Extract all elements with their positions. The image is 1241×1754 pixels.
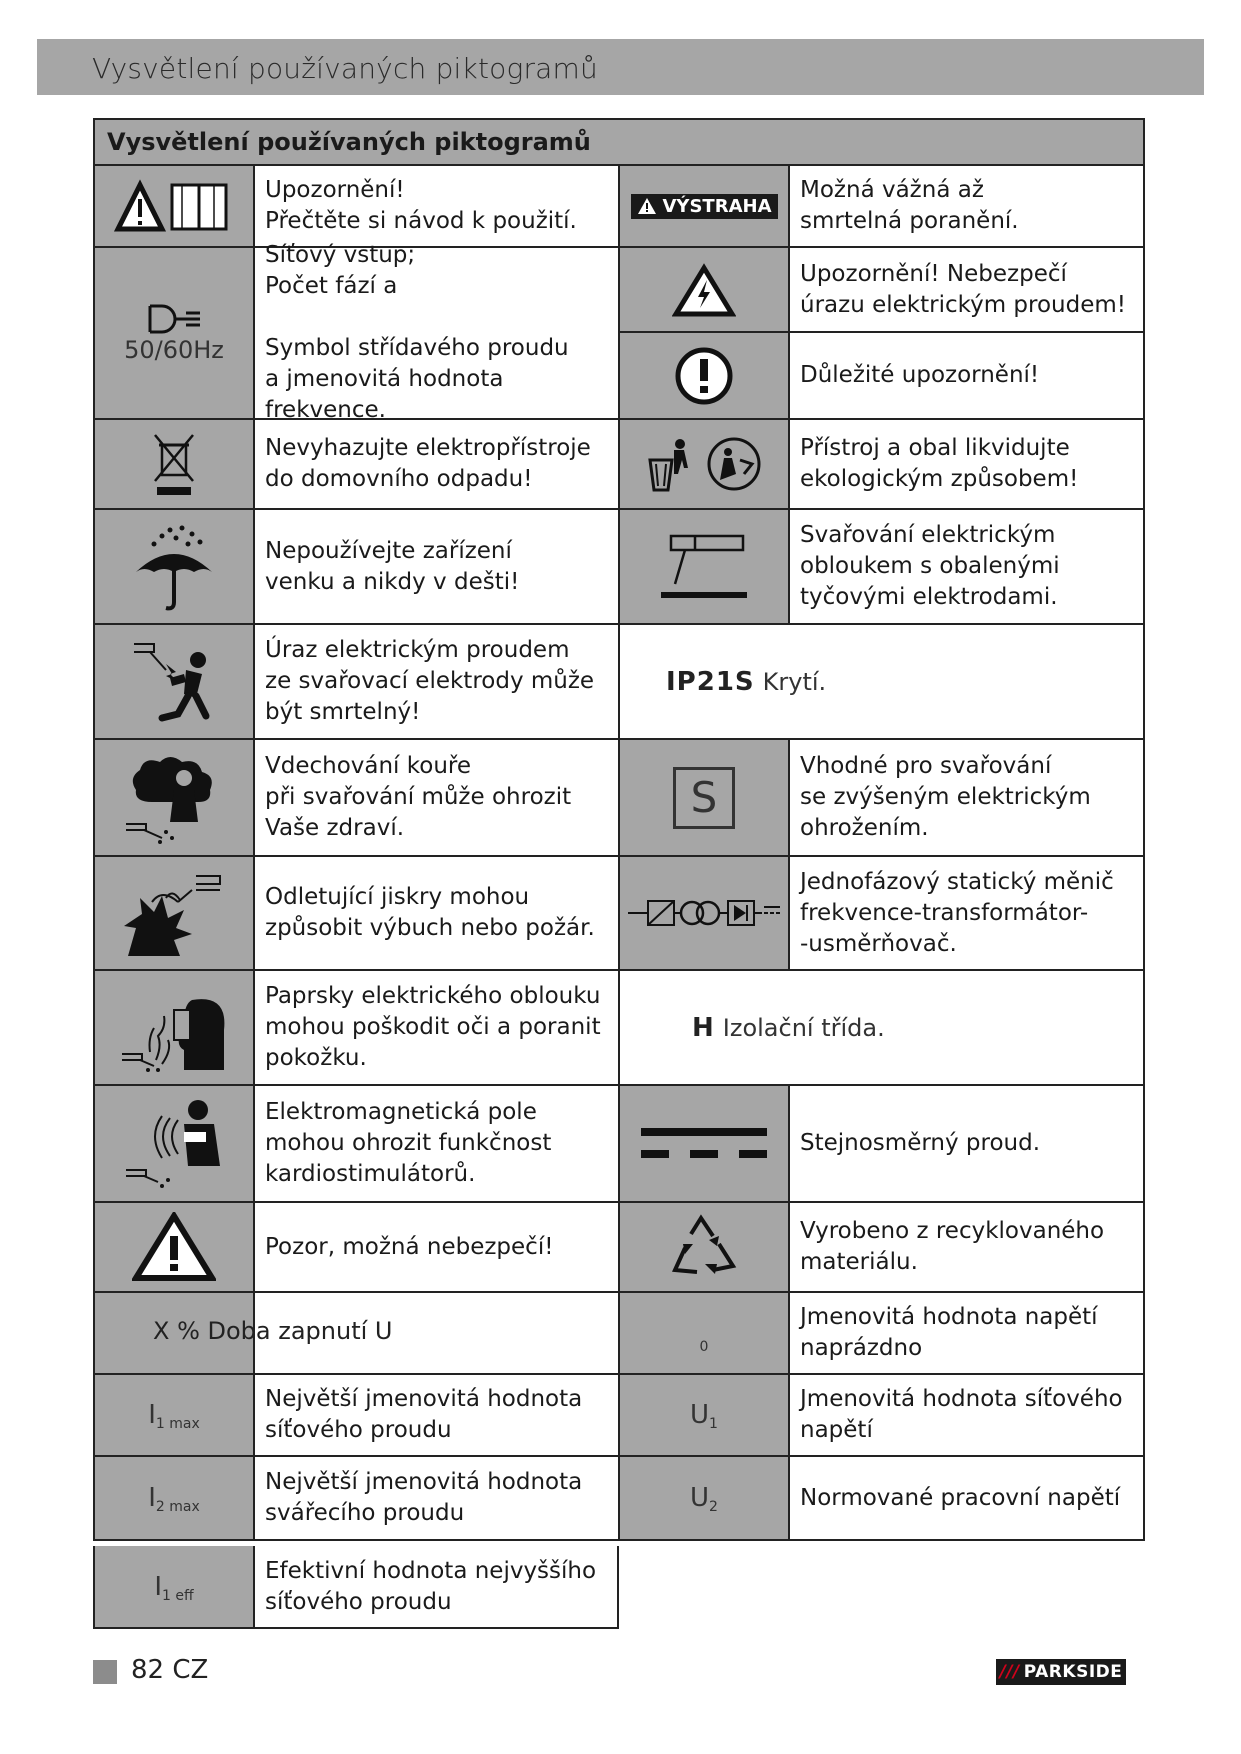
fumes-icon <box>95 740 255 855</box>
s-symbol-icon <box>620 740 790 855</box>
pictogram-description: Svařování elektrickým obloukem s obalenými tyčovými elektrodami. <box>800 522 1060 610</box>
table-row <box>95 1203 1143 1293</box>
pictogram-description: Vhodné pro svařování se zvýšeným elektrickým ohrožením. <box>800 753 1091 841</box>
ip-code: IP21S <box>666 666 755 697</box>
symbol-subscript: 1 <box>709 1416 718 1432</box>
table-row <box>95 740 1143 857</box>
no-load-voltage-symbol <box>620 1293 790 1373</box>
symbol-letter: I <box>148 1400 156 1430</box>
pictogram-description: Přístroj a obal likvidujte ekologickým způsobem! <box>800 435 1079 492</box>
table-title: Vysvětlení používaných piktogramů <box>95 120 1143 166</box>
pictogram-description: Normované pracovní napětí <box>800 1484 1121 1511</box>
table-row <box>95 242 1143 423</box>
vystraha-label: VÝSTRAHA <box>662 195 772 217</box>
pictogram-description: Vyrobeno z recyklovaného materiálu. <box>800 1218 1105 1275</box>
pictogram-description: Paprsky elektrického oblouku mohou poškodit oči a poranit pokožku. <box>265 983 601 1071</box>
ip-rating-cell <box>620 625 1143 738</box>
logo-mark: /// <box>999 1662 1020 1682</box>
symbol-letter: U <box>690 1400 710 1430</box>
pictogram-description: Upozornění! Nebezpečí úrazu elektrickým proudem! <box>800 260 1127 318</box>
table-row <box>95 971 1143 1086</box>
eco-disposal-icon <box>620 420 790 508</box>
working-voltage-symbol <box>620 1457 790 1539</box>
arc-rays-icon <box>95 971 255 1084</box>
electric-hazard-icon <box>620 248 790 331</box>
table-row <box>95 1375 1143 1457</box>
header-bar <box>37 39 1204 95</box>
table-row <box>95 625 1143 740</box>
insulation-class-cell <box>620 971 1143 1084</box>
pictogram-description: Největší jmenovitá hodnota svářecího proudu <box>265 1469 583 1526</box>
page-number: 82 CZ <box>131 1655 209 1685</box>
table-row <box>93 1546 619 1629</box>
pictogram-description: Nevyhazujte elektropřístroje do domovního odpadu! <box>265 435 591 492</box>
pictogram-description: Efektivní hodnota nejvyššího síťového proudu <box>265 1557 597 1615</box>
pictogram-description: Důležité upozornění! <box>800 362 1040 388</box>
duty-cycle-label <box>153 1317 392 1345</box>
symbol-subscript: 1 eff <box>162 1587 194 1604</box>
pictogram-description: Nepoužívejte zařízení venku a nikdy v dešti! <box>265 537 520 595</box>
table-row <box>95 857 1143 971</box>
logo-text: PARKSIDE <box>1023 1662 1123 1682</box>
insulation-code: H <box>692 1012 715 1043</box>
table-row <box>95 1293 1143 1375</box>
table-row <box>95 1086 1143 1203</box>
s-symbol-letter: S <box>673 767 735 829</box>
mains-voltage-symbol <box>620 1375 790 1455</box>
recycle-icon <box>620 1203 790 1291</box>
direct-current-icon <box>620 1086 790 1201</box>
symbol-letter: I <box>148 1483 156 1513</box>
parkside-logo <box>996 1659 1126 1685</box>
pictogram-description: Jednofázový statický měnič frekvence-transformátor- -usměrňovač. <box>800 868 1114 957</box>
pictogram-description: Stejnosměrný proud. <box>800 1130 1041 1156</box>
umbrella-rain-icon <box>95 510 255 623</box>
inverter-transformer-icon <box>620 857 790 969</box>
pictogram-description: Elektromagnetická pole mohou ohrozit funkčnost kardiostimulátorů. <box>265 1099 552 1187</box>
table-row <box>95 1457 1143 1539</box>
footer-marker <box>93 1660 117 1684</box>
pictogram-description: Jmenovitá hodnota síťového napětí <box>800 1386 1123 1443</box>
pictogram-description: Vdechování kouře při svařování může ohrozit Vaše zdraví. <box>265 753 572 841</box>
duty-cycle-symbol: X % <box>153 1317 200 1345</box>
pictogram-description: Izolační třída. <box>722 1013 885 1042</box>
symbol-letter: U <box>690 1483 710 1513</box>
pictogram-description: Síťový vstup; Počet fází a Symbol střídavého proudu a jmenovitá hodnota frekvence. <box>265 242 569 423</box>
symbol-subscript: 1 max <box>155 1416 200 1432</box>
symbol-letter: I <box>154 1571 163 1602</box>
pictogram-description: Doba zapnutí U <box>207 1317 393 1345</box>
max-welding-current-symbol <box>95 1457 255 1539</box>
pictogram-description: Možná vážná až smrtelná poranění. <box>800 177 1019 234</box>
table-row <box>95 510 1143 625</box>
symbol-subscript: 2 max <box>155 1499 200 1515</box>
pictogram-description: Krytí. <box>762 667 827 696</box>
pictogram-description: Pozor, možná nebezpečí! <box>265 1233 554 1260</box>
general-warning-icon <box>95 1203 255 1291</box>
sparks-explosion-icon <box>95 857 255 969</box>
warning-manual-icon <box>95 166 255 246</box>
important-note-icon <box>620 333 790 418</box>
no-load-subscript: 0 <box>699 1339 709 1355</box>
pictogram-description: Odletující jiskry mohou způsobit výbuch nebo požár. <box>265 884 595 941</box>
mains-input-icon <box>95 248 255 418</box>
pictogram-table <box>93 118 1145 1541</box>
table-row <box>95 166 1143 248</box>
table-row <box>95 420 1143 510</box>
arc-welding-icon <box>620 510 790 623</box>
vystraha-badge <box>620 166 790 246</box>
crossed-bin-icon <box>95 420 255 508</box>
page-title: Vysvětlení používaných piktogramů <box>92 52 598 85</box>
electrode-shock-icon <box>95 625 255 738</box>
pictogram-description: Největší jmenovitá hodnota síťového proudu <box>265 1386 583 1443</box>
frequency-label: 50/60Hz <box>124 336 224 364</box>
pacemaker-field-icon <box>95 1086 255 1201</box>
symbol-subscript: 2 <box>709 1499 718 1515</box>
pictogram-description: Upozornění! Přečtěte si návod k použití. <box>265 177 577 234</box>
pictogram-description: Jmenovitá hodnota napětí naprázdno <box>800 1304 1098 1361</box>
pictogram-description: Úraz elektrickým proudem ze svařovací elektrody může být smrtelný! <box>265 637 595 725</box>
max-mains-current-symbol <box>95 1375 255 1455</box>
effective-current-symbol <box>95 1546 255 1627</box>
